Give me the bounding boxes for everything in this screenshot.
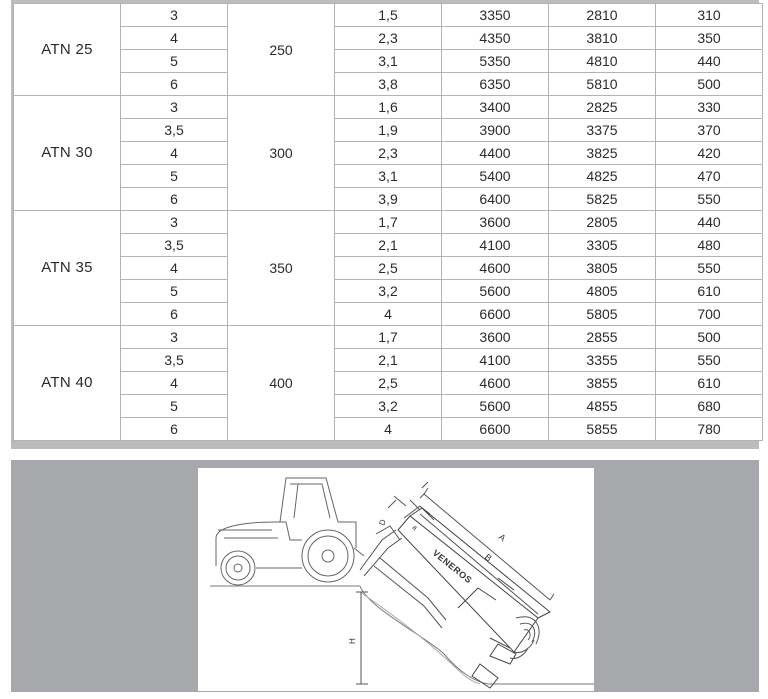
table-row xyxy=(14,326,763,349)
table-cell: 5 xyxy=(121,280,228,303)
model-cell: ATN 35 xyxy=(14,211,121,326)
dimension-small-label: a xyxy=(410,524,419,533)
table-cell: 1,6 xyxy=(335,96,442,119)
table-cell: 5 xyxy=(121,165,228,188)
table-cell: 610 xyxy=(656,372,763,395)
table-cell: 3,2 xyxy=(335,395,442,418)
table-cell: 440 xyxy=(656,211,763,234)
table-cell: 5855 xyxy=(549,418,656,441)
table-cell: 2,3 xyxy=(335,27,442,50)
table-row xyxy=(14,280,763,303)
table-cell: 3,1 xyxy=(335,165,442,188)
table-cell: 6350 xyxy=(442,73,549,96)
table-cell: 2,1 xyxy=(335,234,442,257)
table-cell: 4100 xyxy=(442,349,549,372)
table-cell: 2,5 xyxy=(335,372,442,395)
table-cell: 500 xyxy=(656,73,763,96)
table-cell: 4 xyxy=(121,257,228,280)
table-cell: 3810 xyxy=(549,27,656,50)
table-cell: 2825 xyxy=(549,96,656,119)
table-cell: 3,5 xyxy=(121,234,228,257)
table-cell: 420 xyxy=(656,142,763,165)
width-cell: 400 xyxy=(228,326,335,441)
table-cell: 4400 xyxy=(442,142,549,165)
figure-panel xyxy=(11,460,759,692)
table-cell: 6 xyxy=(121,418,228,441)
table-cell: 4 xyxy=(121,142,228,165)
table-cell: 4810 xyxy=(549,50,656,73)
brand-text: VENEROS xyxy=(430,547,474,586)
table-cell: 4100 xyxy=(442,234,549,257)
table-cell: 3,2 xyxy=(335,280,442,303)
table-cell: 3 xyxy=(121,4,228,27)
table-row xyxy=(14,50,763,73)
table-cell: 5600 xyxy=(442,395,549,418)
table-cell: 3400 xyxy=(442,96,549,119)
table-cell: 440 xyxy=(656,50,763,73)
table-cell: 3 xyxy=(121,96,228,119)
table-row xyxy=(14,142,763,165)
table-cell: 500 xyxy=(656,326,763,349)
table-cell: 1,7 xyxy=(335,326,442,349)
model-cell: ATN 40 xyxy=(14,326,121,441)
table-cell: 4825 xyxy=(549,165,656,188)
table-cell: 3 xyxy=(121,326,228,349)
table-cell: 470 xyxy=(656,165,763,188)
dimension-b-label: B xyxy=(482,551,494,564)
table-cell: 6400 xyxy=(442,188,549,211)
table-row xyxy=(14,418,763,441)
table-cell: 3350 xyxy=(442,4,549,27)
table-row xyxy=(14,119,763,142)
table-cell: 4350 xyxy=(442,27,549,50)
table-cell: 3900 xyxy=(442,119,549,142)
table-cell: 3,1 xyxy=(335,50,442,73)
model-cell: ATN 30 xyxy=(14,96,121,211)
rear-wheel-icon xyxy=(302,530,354,582)
tractor-drawing xyxy=(216,478,364,585)
table-cell: 370 xyxy=(656,119,763,142)
table-cell: 3600 xyxy=(442,326,549,349)
table-cell: 4805 xyxy=(549,280,656,303)
table-cell: 550 xyxy=(656,349,763,372)
dimension-a-label: A xyxy=(496,531,508,544)
width-cell: 250 xyxy=(228,4,335,96)
table-cell: 6600 xyxy=(442,418,549,441)
table-cell: 5 xyxy=(121,50,228,73)
brand-plate xyxy=(431,548,474,586)
table-cell: 780 xyxy=(656,418,763,441)
table-cell: 2805 xyxy=(549,211,656,234)
table-row xyxy=(14,27,763,50)
table-cell: 3855 xyxy=(549,372,656,395)
table-row xyxy=(14,257,763,280)
table-row xyxy=(14,234,763,257)
slope-line xyxy=(360,592,480,684)
table-cell: 350 xyxy=(656,27,763,50)
table-cell: 5350 xyxy=(442,50,549,73)
width-cell: 350 xyxy=(228,211,335,326)
table-cell: 2855 xyxy=(549,326,656,349)
table-cell: 1,7 xyxy=(335,211,442,234)
table-row xyxy=(14,165,763,188)
table-cell: 5 xyxy=(121,395,228,418)
table-cell: 6 xyxy=(121,303,228,326)
table-cell: 4 xyxy=(335,418,442,441)
table-cell: 330 xyxy=(656,96,763,119)
table-cell: 6 xyxy=(121,73,228,96)
table-cell: 4855 xyxy=(549,395,656,418)
table-cell: 3600 xyxy=(442,211,549,234)
table-cell: 4 xyxy=(335,303,442,326)
table-cell: 3375 xyxy=(549,119,656,142)
table-cell: 700 xyxy=(656,303,763,326)
dimension-d-label: D xyxy=(377,518,388,527)
table-cell: 2,3 xyxy=(335,142,442,165)
spec-table xyxy=(13,3,763,441)
table-cell: 3,5 xyxy=(121,349,228,372)
table-row xyxy=(14,372,763,395)
table-cell: 1,9 xyxy=(335,119,442,142)
table-cell: 3305 xyxy=(549,234,656,257)
table-cell: 3,9 xyxy=(335,188,442,211)
table-cell: 3 xyxy=(121,211,228,234)
ditcher-body xyxy=(398,508,550,688)
spec-table-body xyxy=(14,4,763,441)
machine-diagram xyxy=(198,468,594,691)
table-cell: 5810 xyxy=(549,73,656,96)
table-row xyxy=(14,349,763,372)
table-cell: 4 xyxy=(121,27,228,50)
table-cell: 680 xyxy=(656,395,763,418)
dimension-h-label: H xyxy=(348,638,357,644)
table-cell: 2,1 xyxy=(335,349,442,372)
table-cell: 2810 xyxy=(549,4,656,27)
table-row xyxy=(14,188,763,211)
table-row xyxy=(14,211,763,234)
table-cell: 6600 xyxy=(442,303,549,326)
table-cell: 4600 xyxy=(442,372,549,395)
table-row xyxy=(14,96,763,119)
table-cell: 5400 xyxy=(442,165,549,188)
table-cell: 310 xyxy=(656,4,763,27)
table-row xyxy=(14,73,763,96)
table-cell: 3,5 xyxy=(121,119,228,142)
table-cell: 3825 xyxy=(549,142,656,165)
table-row xyxy=(14,395,763,418)
table-cell: 5825 xyxy=(549,188,656,211)
table-cell: 2,5 xyxy=(335,257,442,280)
table-cell: 1,5 xyxy=(335,4,442,27)
table-cell: 3,8 xyxy=(335,73,442,96)
table-cell: 6 xyxy=(121,188,228,211)
table-row xyxy=(14,4,763,27)
model-cell: ATN 25 xyxy=(14,4,121,96)
table-cell: 550 xyxy=(656,188,763,211)
table-cell: 4600 xyxy=(442,257,549,280)
table-cell: 5600 xyxy=(442,280,549,303)
width-cell: 300 xyxy=(228,96,335,211)
table-cell: 480 xyxy=(656,234,763,257)
table-cell: 5805 xyxy=(549,303,656,326)
table-cell: 610 xyxy=(656,280,763,303)
table-cell: 4 xyxy=(121,372,228,395)
table-row xyxy=(14,303,763,326)
table-cell: 550 xyxy=(656,257,763,280)
table-cell: 3805 xyxy=(549,257,656,280)
table-cell: 3355 xyxy=(549,349,656,372)
